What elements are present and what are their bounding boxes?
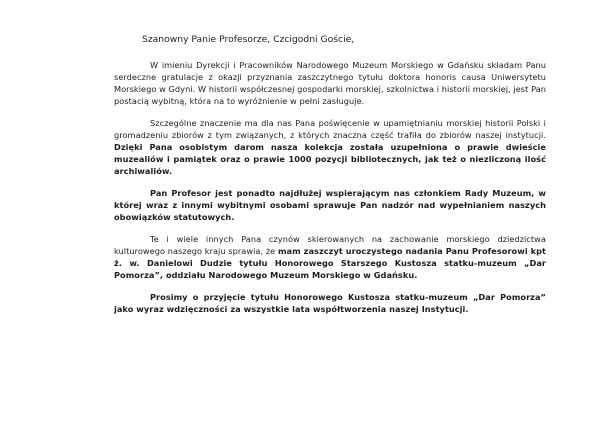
letter-paragraph: [114, 117, 546, 177]
paragraph-text: Szczególne znaczenie ma dla nas Pana poświęcenie w upamiętnianiu morskiej historii Polski i gromadzeniu zbiorów z tym związanych, z których znaczna część trafiła do zbiorów naszej instytucji.: [114, 118, 546, 140]
letter-paragraph: [114, 291, 546, 315]
paragraph-bold-text: Prosimy o przyjęcie tytułu Honorowego Kustosza statku-muzeum „Dar Pomorza” jako wyraz wdzięczności za wszystkie lata współtworzenia naszej Instytucji.: [114, 292, 546, 314]
paragraph-bold-text: mam zaszczyt uroczystego nadania Panu Profesorowi kpt ż. w. Danielowi Dudzie tytułu Honorowego Starszego Kustosza statku-muzeum „Dar Pomorza”, oddziału Narodowego Muzeum Morskiego w Gdańsku.: [114, 246, 546, 280]
letter-paragraph: [114, 187, 546, 223]
letter-paragraph: [114, 233, 546, 281]
paragraph-text: Te i wiele innych Pana czynów skierowanych na zachowanie morskiego dziedzictwa kulturowego naszego kraju sprawia, że: [114, 234, 546, 256]
letter-paragraphs: [114, 59, 546, 315]
paragraph-bold-text: Dzięki Pana osobistym darom nasza kolekcja została uzupełniona o prawie dwieście muzealiów i pamiątek oraz o prawie 1000 pozycji bibliotecznych, jak też o niezliczoną ilość archiwaliów.: [114, 142, 546, 176]
letter-body: [114, 33, 546, 325]
paragraph-text: W imieniu Dyrekcji i Pracowników Narodowego Muzeum Morskiego w Gdańsku składam Panu serdeczne gratulacje z okazji przyznania zaszczytnego tytułu doktora honoris causa Uniwersytetu Morskiego w Gdyni. W historii współczesnej gospodarki morskiej, szkolnictwa i historii morskiej, jest Pan postacią wybitną, która na to wyróżnienie w pełni zasługuje.: [114, 60, 546, 106]
letter-paragraph: [114, 59, 546, 107]
paragraph-bold-text: Pan Profesor jest ponadto najdłużej wspierającym nas członkiem Rady Muzeum, w której wraz z innymi wybitnymi osobami sprawuje Pan nadzór nad wypełnianiem naszych obowiązków statutowych.: [114, 188, 546, 222]
letter-salutation: Szanowny Panie Profesorze, Czcigodni Goście,: [142, 34, 355, 45]
